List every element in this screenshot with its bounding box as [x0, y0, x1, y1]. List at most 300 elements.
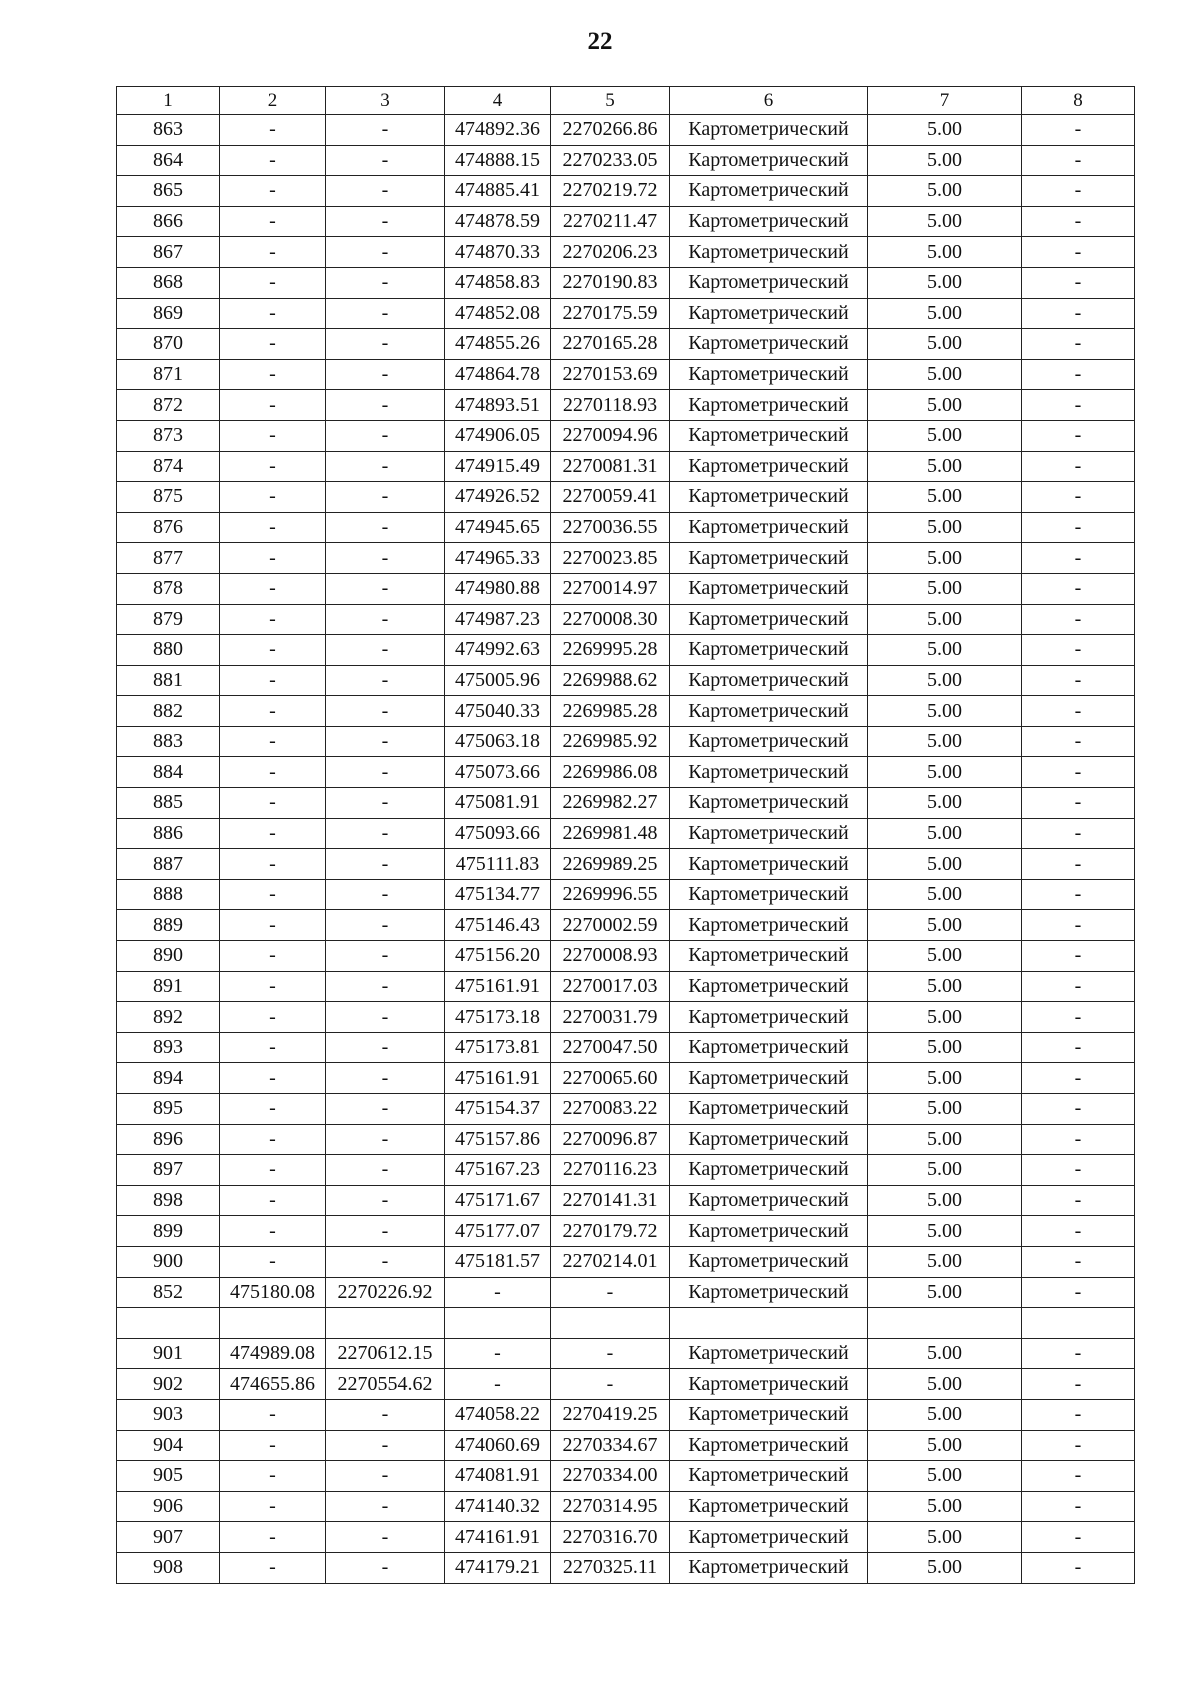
table-cell: -: [445, 1369, 551, 1400]
table-cell: 902: [117, 1369, 220, 1400]
table-cell: 5.00: [868, 1522, 1022, 1553]
table-cell: 5.00: [868, 329, 1022, 360]
table-cell: 475161.91: [445, 971, 551, 1002]
table-cell: -: [1022, 1461, 1135, 1492]
table-cell: Картометрический: [670, 604, 868, 635]
table-cell: 2270118.93: [551, 390, 670, 421]
table-cell: 5.00: [868, 451, 1022, 482]
table-cell: 2270153.69: [551, 359, 670, 390]
table-row: [117, 512, 1135, 543]
table-cell: 5.00: [868, 726, 1022, 757]
table-cell: Картометрический: [670, 696, 868, 727]
table-cell: -: [220, 696, 326, 727]
table-cell: 863: [117, 115, 220, 146]
table-cell: Картометрический: [670, 451, 868, 482]
table-cell: 475173.81: [445, 1032, 551, 1063]
table-cell: -: [1022, 543, 1135, 574]
table-cell: -: [220, 482, 326, 513]
table-cell: 2269989.25: [551, 849, 670, 880]
table-cell: 2270334.00: [551, 1461, 670, 1492]
table-cell: [1022, 1308, 1135, 1339]
table-cell: Картометрический: [670, 176, 868, 207]
table-cell: Картометрический: [670, 1399, 868, 1430]
table-cell: 474179.21: [445, 1552, 551, 1583]
table-cell: Картометрический: [670, 237, 868, 268]
table-cell: 2270002.59: [551, 910, 670, 941]
table-cell: 873: [117, 420, 220, 451]
table-cell: -: [1022, 145, 1135, 176]
table-cell: 474870.33: [445, 237, 551, 268]
table-row: [117, 298, 1135, 329]
table-cell: -: [220, 237, 326, 268]
table-cell: -: [1022, 298, 1135, 329]
table-cell: 869: [117, 298, 220, 329]
table-cell: 890: [117, 941, 220, 972]
table-cell: 875: [117, 482, 220, 513]
table-cell: -: [220, 1399, 326, 1430]
table-cell: -: [326, 176, 445, 207]
table-cell: 880: [117, 635, 220, 666]
table-cell: 474858.83: [445, 267, 551, 298]
table-cell: -: [326, 1246, 445, 1277]
table-cell: 2270008.93: [551, 941, 670, 972]
table-cell: 895: [117, 1094, 220, 1125]
table-row: [117, 788, 1135, 819]
table-cell: Картометрический: [670, 1032, 868, 1063]
table-cell: -: [220, 1216, 326, 1247]
table-cell: 5.00: [868, 635, 1022, 666]
table-cell: 5.00: [868, 176, 1022, 207]
table-cell: 2270316.70: [551, 1522, 670, 1553]
table-cell: 908: [117, 1552, 220, 1583]
table-cell: Картометрический: [670, 1277, 868, 1308]
table-cell: 2269985.28: [551, 696, 670, 727]
table-cell: Картометрический: [670, 1338, 868, 1369]
table-cell: 5.00: [868, 879, 1022, 910]
table-cell: Картометрический: [670, 879, 868, 910]
table-cell: -: [326, 665, 445, 696]
table-cell: 5.00: [868, 482, 1022, 513]
table-cell: 865: [117, 176, 220, 207]
table-cell: 2269988.62: [551, 665, 670, 696]
table-cell: 474989.08: [220, 1338, 326, 1369]
table-cell: [445, 1308, 551, 1339]
table-cell: [326, 1308, 445, 1339]
table-cell: Картометрический: [670, 1461, 868, 1492]
table-cell: 2269985.92: [551, 726, 670, 757]
table-cell: Картометрический: [670, 1491, 868, 1522]
table-cell: -: [1022, 818, 1135, 849]
table-cell: 5.00: [868, 390, 1022, 421]
table-cell: Картометрический: [670, 329, 868, 360]
table-cell: 2270554.62: [326, 1369, 445, 1400]
table-cell: -: [1022, 237, 1135, 268]
table-cell: 5.00: [868, 1430, 1022, 1461]
table-cell: -: [1022, 1155, 1135, 1186]
table-cell: -: [326, 1063, 445, 1094]
table-row: [117, 726, 1135, 757]
table-cell: -: [220, 1430, 326, 1461]
table-cell: -: [326, 298, 445, 329]
table-cell: 878: [117, 573, 220, 604]
table-cell: 5.00: [868, 1002, 1022, 1033]
table-cell: Картометрический: [670, 1552, 868, 1583]
table-cell: 474878.59: [445, 206, 551, 237]
table-cell: -: [1022, 696, 1135, 727]
table-cell: 5.00: [868, 941, 1022, 972]
table-cell: 2270165.28: [551, 329, 670, 360]
table-cell: 474892.36: [445, 115, 551, 146]
table-cell: -: [220, 635, 326, 666]
table-cell: 5.00: [868, 1338, 1022, 1369]
table-cell: 905: [117, 1461, 220, 1492]
table-row: [117, 1155, 1135, 1186]
table-cell: -: [326, 390, 445, 421]
table-row: [117, 849, 1135, 880]
table-cell: 474965.33: [445, 543, 551, 574]
table-cell: -: [1022, 1430, 1135, 1461]
table-cell: 2270214.01: [551, 1246, 670, 1277]
table-cell: -: [220, 298, 326, 329]
table-cell: 2270116.23: [551, 1155, 670, 1186]
table-cell: 866: [117, 206, 220, 237]
table-cell: -: [1022, 1552, 1135, 1583]
table-row: [117, 1369, 1135, 1400]
table-cell: 5.00: [868, 267, 1022, 298]
table-cell: 881: [117, 665, 220, 696]
table-row: [117, 1002, 1135, 1033]
table-row: [117, 329, 1135, 360]
table-cell: 5.00: [868, 1094, 1022, 1125]
table-cell: [670, 1308, 868, 1339]
column-header: 8: [1022, 87, 1135, 115]
table-row: [117, 482, 1135, 513]
table-cell: 5.00: [868, 512, 1022, 543]
table-cell: 475073.66: [445, 757, 551, 788]
table-cell: Картометрический: [670, 1094, 868, 1125]
table-cell: -: [326, 329, 445, 360]
table-cell: -: [220, 1552, 326, 1583]
column-header: 4: [445, 87, 551, 115]
table-row: [117, 1216, 1135, 1247]
table-cell: -: [1022, 849, 1135, 880]
table-cell: 2270014.97: [551, 573, 670, 604]
table-row: [117, 1277, 1135, 1308]
table-cell: 874: [117, 451, 220, 482]
table-row: [117, 1308, 1135, 1339]
table-cell: 2270017.03: [551, 971, 670, 1002]
table-cell: 2270226.92: [326, 1277, 445, 1308]
table-cell: -: [220, 665, 326, 696]
column-header: 6: [670, 87, 868, 115]
table-row: [117, 696, 1135, 727]
table-cell: -: [1022, 910, 1135, 941]
table-cell: -: [1022, 1124, 1135, 1155]
table-cell: Картометрический: [670, 420, 868, 451]
table-cell: -: [1022, 726, 1135, 757]
table-cell: 5.00: [868, 1216, 1022, 1247]
table-cell: 2270083.22: [551, 1094, 670, 1125]
table-cell: -: [220, 818, 326, 849]
table-cell: 2269982.27: [551, 788, 670, 819]
table-cell: -: [551, 1277, 670, 1308]
table-cell: 5.00: [868, 298, 1022, 329]
table-cell: 5.00: [868, 1369, 1022, 1400]
table-cell: -: [220, 176, 326, 207]
table-cell: -: [1022, 941, 1135, 972]
table-cell: 2270206.23: [551, 237, 670, 268]
table-cell: -: [220, 1155, 326, 1186]
table-cell: 474906.05: [445, 420, 551, 451]
table-cell: 474161.91: [445, 1522, 551, 1553]
table-cell: -: [220, 543, 326, 574]
table-cell: [868, 1308, 1022, 1339]
table-cell: 474081.91: [445, 1461, 551, 1492]
table-cell: Картометрический: [670, 267, 868, 298]
table-cell: -: [326, 1155, 445, 1186]
table-cell: -: [326, 1216, 445, 1247]
table-cell: 5.00: [868, 1491, 1022, 1522]
table-cell: Картометрический: [670, 1369, 868, 1400]
table-cell: -: [220, 573, 326, 604]
table-cell: -: [326, 757, 445, 788]
table-cell: -: [1022, 1185, 1135, 1216]
table-cell: Картометрический: [670, 145, 868, 176]
table-cell: -: [326, 1399, 445, 1430]
table-cell: 2270325.11: [551, 1552, 670, 1583]
table-cell: 2270266.86: [551, 115, 670, 146]
table-row: [117, 237, 1135, 268]
table-row: [117, 420, 1135, 451]
table-cell: -: [1022, 788, 1135, 819]
table-cell: -: [326, 818, 445, 849]
table-cell: Картометрический: [670, 1063, 868, 1094]
table-cell: 2270023.85: [551, 543, 670, 574]
table-row: [117, 145, 1135, 176]
table-cell: 5.00: [868, 145, 1022, 176]
table-cell: 475154.37: [445, 1094, 551, 1125]
table-cell: -: [220, 726, 326, 757]
table-cell: -: [551, 1369, 670, 1400]
table-cell: 2269995.28: [551, 635, 670, 666]
table-cell: -: [220, 359, 326, 390]
table-row: [117, 543, 1135, 574]
table-cell: Картометрический: [670, 390, 868, 421]
table-cell: Картометрический: [670, 665, 868, 696]
table-cell: -: [220, 971, 326, 1002]
table-row: [117, 1185, 1135, 1216]
table-cell: 2269986.08: [551, 757, 670, 788]
table-cell: 2270141.31: [551, 1185, 670, 1216]
table-cell: [551, 1308, 670, 1339]
table-cell: -: [1022, 635, 1135, 666]
table-cell: -: [326, 145, 445, 176]
table-cell: 5.00: [868, 1185, 1022, 1216]
table-cell: -: [220, 1063, 326, 1094]
table-cell: -: [326, 420, 445, 451]
table-cell: -: [220, 145, 326, 176]
table-cell: -: [1022, 1032, 1135, 1063]
table-cell: 474060.69: [445, 1430, 551, 1461]
table-row: [117, 176, 1135, 207]
table-cell: 906: [117, 1491, 220, 1522]
table-cell: -: [326, 604, 445, 635]
table-cell: 882: [117, 696, 220, 727]
table-cell: -: [1022, 1399, 1135, 1430]
table-cell: -: [1022, 1063, 1135, 1094]
table-cell: 474058.22: [445, 1399, 551, 1430]
table-cell: -: [1022, 1094, 1135, 1125]
table-cell: 887: [117, 849, 220, 880]
table-cell: 5.00: [868, 237, 1022, 268]
table-cell: 894: [117, 1063, 220, 1094]
table-cell: -: [326, 1522, 445, 1553]
table-cell: -: [1022, 1338, 1135, 1369]
table-cell: -: [1022, 482, 1135, 513]
table-cell: -: [220, 910, 326, 941]
table-cell: [220, 1308, 326, 1339]
table-cell: 475171.67: [445, 1185, 551, 1216]
table-cell: 904: [117, 1430, 220, 1461]
table-cell: 5.00: [868, 788, 1022, 819]
table-cell: -: [326, 1094, 445, 1125]
table-cell: 474655.86: [220, 1369, 326, 1400]
table-cell: 5.00: [868, 696, 1022, 727]
table-row: [117, 1094, 1135, 1125]
table-row: [117, 604, 1135, 635]
table-row: [117, 1338, 1135, 1369]
table-cell: 475181.57: [445, 1246, 551, 1277]
table-cell: -: [326, 1461, 445, 1492]
table-cell: -: [220, 512, 326, 543]
table-cell: -: [1022, 1216, 1135, 1247]
table-cell: 2270211.47: [551, 206, 670, 237]
table-cell: 885: [117, 788, 220, 819]
table-cell: -: [220, 1461, 326, 1492]
table-cell: -: [1022, 1246, 1135, 1277]
table-cell: 2270334.67: [551, 1430, 670, 1461]
table-cell: -: [1022, 176, 1135, 207]
table-cell: -: [220, 329, 326, 360]
table-cell: Картометрический: [670, 1522, 868, 1553]
table-cell: 5.00: [868, 115, 1022, 146]
table-cell: -: [1022, 390, 1135, 421]
table-row: [117, 206, 1135, 237]
table-cell: 2270175.59: [551, 298, 670, 329]
table-row: [117, 1246, 1135, 1277]
table-cell: 2270031.79: [551, 1002, 670, 1033]
table-cell: 5.00: [868, 1124, 1022, 1155]
table-cell: Картометрический: [670, 1124, 868, 1155]
table-cell: 864: [117, 145, 220, 176]
table-cell: -: [220, 1491, 326, 1522]
table-cell: -: [220, 451, 326, 482]
table-cell: Картометрический: [670, 726, 868, 757]
table-cell: 5.00: [868, 1552, 1022, 1583]
table-cell: 5.00: [868, 359, 1022, 390]
table-cell: 5.00: [868, 573, 1022, 604]
table-cell: -: [220, 115, 326, 146]
table-cell: -: [1022, 757, 1135, 788]
table-cell: -: [1022, 879, 1135, 910]
table-cell: 475173.18: [445, 1002, 551, 1033]
table-cell: -: [220, 390, 326, 421]
table-cell: 474855.26: [445, 329, 551, 360]
table-cell: 879: [117, 604, 220, 635]
table-cell: 475111.83: [445, 849, 551, 880]
table-cell: Картометрический: [670, 573, 868, 604]
table-cell: -: [1022, 420, 1135, 451]
table-cell: 896: [117, 1124, 220, 1155]
table-cell: 889: [117, 910, 220, 941]
table-cell: 475157.86: [445, 1124, 551, 1155]
table-cell: 5.00: [868, 1063, 1022, 1094]
table-cell: 5.00: [868, 1399, 1022, 1430]
table-cell: 899: [117, 1216, 220, 1247]
table-cell: Картометрический: [670, 971, 868, 1002]
table-cell: -: [1022, 1491, 1135, 1522]
table-cell: Картометрический: [670, 115, 868, 146]
table-cell: 898: [117, 1185, 220, 1216]
table-cell: 903: [117, 1399, 220, 1430]
table-cell: Картометрический: [670, 635, 868, 666]
table-cell: 2270419.25: [551, 1399, 670, 1430]
table-row: [117, 910, 1135, 941]
table-cell: 5.00: [868, 818, 1022, 849]
table-cell: -: [220, 788, 326, 819]
table-cell: -: [326, 726, 445, 757]
table-cell: 5.00: [868, 910, 1022, 941]
table-row: [117, 1430, 1135, 1461]
table-cell: -: [220, 757, 326, 788]
table-cell: 2270047.50: [551, 1032, 670, 1063]
table-row: [117, 757, 1135, 788]
column-header: 1: [117, 87, 220, 115]
table-cell: Картометрический: [670, 543, 868, 574]
table-row: [117, 1461, 1135, 1492]
table-row: [117, 1063, 1135, 1094]
table-row: [117, 573, 1135, 604]
table-header-row: [117, 87, 1135, 115]
table-cell: 2270059.41: [551, 482, 670, 513]
table-cell: -: [220, 879, 326, 910]
table-cell: Картометрический: [670, 1430, 868, 1461]
table-cell: -: [326, 512, 445, 543]
table-cell: -: [1022, 1369, 1135, 1400]
table-cell: 474888.15: [445, 145, 551, 176]
table-cell: 474852.08: [445, 298, 551, 329]
table-cell: -: [326, 941, 445, 972]
table-cell: 475161.91: [445, 1063, 551, 1094]
table-cell: -: [1022, 665, 1135, 696]
table-cell: 474915.49: [445, 451, 551, 482]
table-cell: 886: [117, 818, 220, 849]
table-cell: -: [220, 1246, 326, 1277]
table-cell: 2270190.83: [551, 267, 670, 298]
table-cell: 2270612.15: [326, 1338, 445, 1369]
table-cell: 475093.66: [445, 818, 551, 849]
table-cell: -: [1022, 512, 1135, 543]
table-body: [117, 115, 1135, 1584]
table-cell: -: [326, 696, 445, 727]
table-cell: -: [1022, 971, 1135, 1002]
table-cell: 5.00: [868, 206, 1022, 237]
table-row: [117, 1124, 1135, 1155]
table-cell: -: [220, 206, 326, 237]
column-header: 2: [220, 87, 326, 115]
table-cell: -: [326, 451, 445, 482]
table-cell: -: [1022, 604, 1135, 635]
